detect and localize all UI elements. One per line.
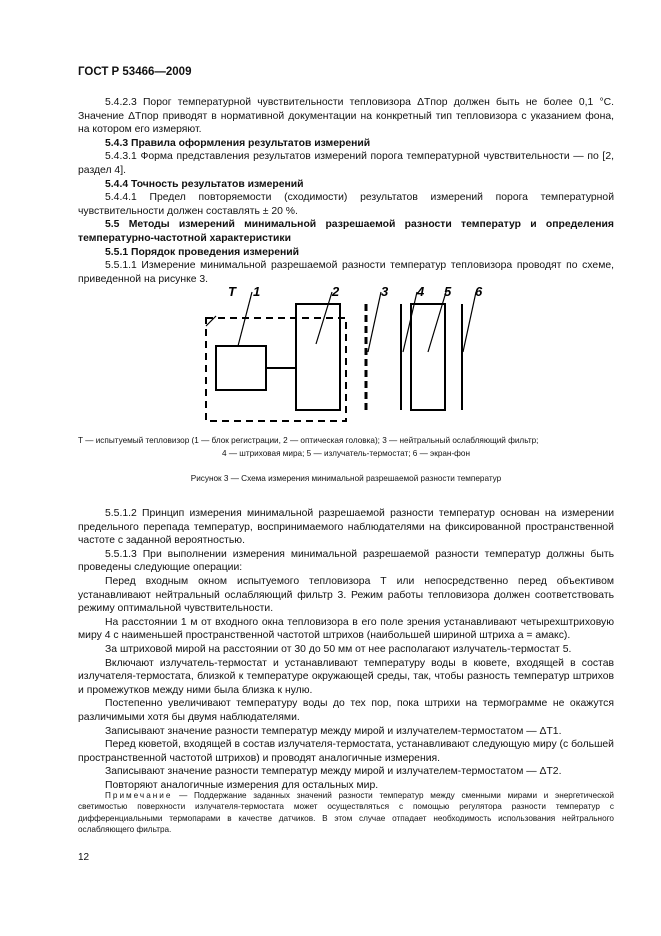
para-5-5-1-2: 5.5.1.2 Принцип измерения минимальной разрешаемой разности температур основан на измерении предельного перепада температур, воспринимаемого наблюдателями на фиксированной пространственной частоте с заданной вероятностью. (78, 508, 614, 547)
para-5-5-1-3: 5.5.1.3 При выполнении измерения минимальной разрешаемой разности температур должны быть проведены следующие операции: (78, 548, 614, 574)
page-number: 12 (78, 852, 90, 863)
note-block (78, 790, 614, 836)
label-6: 6 (475, 284, 483, 299)
para-5-4-4-1: 5.4.4.1 Предел повторяемости (сходимости) результатов измерений порога температурной чувствительности должен составлять ± 20 %. (78, 192, 614, 217)
leader-1 (238, 292, 252, 346)
label-3: 3 (381, 284, 389, 299)
para-5-4-3-1: 5.4.3.1 Форма представления результатов измерений порога температурной чувствительности — по [2, раздел 4]. (78, 151, 614, 176)
figure-caption: Рисунок 3 — Схема измерения минимальной разрешаемой разности температур (190, 474, 502, 483)
heading-5-4-4: 5.4.4 Точность результатов измерений (105, 178, 304, 190)
document-header: ГОСТ Р 53466—2009 (78, 66, 192, 78)
note-paragraph (78, 790, 614, 836)
label-2: 2 (332, 284, 340, 299)
label-1: 1 (253, 284, 261, 299)
para-op-7: Перед кюветой, входящей в состав излучателя-термостата, устанавливают следующую миру (с большей пространственной частотой штрихов) и проводят аналогичные измерения. (78, 739, 614, 764)
figure-legend (78, 434, 614, 460)
heading-5-5-1: 5.5.1 Порядок проведения измерений (105, 246, 300, 258)
para-op-3: За штриховой мирой на расстоянии от 30 до 50 мм от нее располагают излучатель-термостат 5. (105, 643, 572, 655)
para-op-1: Перед входным окном испытуемого тепловизора Т или непосредственно перед объективом устанавливают нейтральный ослабляющий фильтр 3. Режим работы тепловизора должен соответствовать режиму оптимальной чувствительности. (78, 575, 614, 615)
emitter-thermostat (411, 304, 445, 410)
text-block-top (78, 96, 614, 286)
heading-5-4-3: 5.4.3 Правила оформления результатов измерений (105, 137, 371, 149)
leader-3 (368, 292, 381, 352)
para-op-8: Записывают значение разности температур между мирой и излучателем-термостатом — ΔT2. (105, 766, 562, 778)
text-block-bottom (78, 507, 614, 792)
label-T: Т (228, 284, 236, 299)
note-text: — Поддержание заданных значений разности температур между сменными мирами и энергетической светимостью поверхности излучателя-термостата может осуществляться с помощью регулятора разности температур с дифференциальными термопарами в качестве датчиков. В этом случае отпадает необходимость использования нейтрального ослабляющего фильтра. (78, 791, 614, 835)
para-op-2: На расстоянии 1 м от входного окна тепловизора в его поле зрения устанавливают четырехштриховую миру 4 с наименьшей пространственной частотой штрихов (наибольшей шириной штриха a = aмакс). (78, 616, 614, 642)
note-label: Примечание (105, 791, 173, 800)
para-op-9: Повторяют аналогичные измерения для остальных мир. (105, 779, 379, 791)
para-op-6: Записывают значение разности температур между мирой и излучателем-термостатом — ΔT1. (105, 725, 562, 737)
thermal-imager-outline (206, 318, 346, 421)
para-op-4: Включают излучатель-термостат и устанавливают температуру воды в кювете, входящей в состав излучателя-термостата, близкой к температуре окружающей среды, так, чтобы разность температур штрихов и промежутков между ними была близка к нулю. (78, 657, 614, 696)
recording-unit-box (216, 346, 266, 390)
para-op-5: Постепенно увеличивают температуру воды до тех пор, пока штрихи на термограмме не окажутся различимыми хотя бы двумя наблюдателями. (78, 698, 614, 723)
label-4: 4 (417, 284, 425, 299)
label-5: 5 (444, 284, 452, 299)
para-5-5-1-1: 5.5.1.1 Измерение минимальной разрешаемой разности температур тепловизора проводят по схеме, приведенной на рисунке 3. (78, 260, 614, 285)
para-5-4-2-3: 5.4.2.3 Порог температурной чувствительности тепловизора ΔTпор должен быть не более 0,1 °C. Значение ΔTпор приводят в нормативной документации на конкретный тип тепловизора с указанием фона, на котором его измеряют. (78, 97, 614, 136)
leader-6 (463, 292, 476, 352)
legend-line-1: Т — испытуемый тепловизор (1 — блок регистрации, 2 — оптическая головка); 3 — нейтральный ослабляющий фильтр; (78, 436, 539, 445)
optical-head-box (296, 304, 340, 410)
leader-5 (428, 292, 446, 352)
measurement-diagram (180, 282, 483, 422)
legend-line-2: 4 — штриховая мира; 5 — излучатель-термостат; 6 — экран-фон (221, 449, 470, 458)
heading-5-5: 5.5 Методы измерений минимальной разрешаемой разности температур и определения температурно-частотной характеристики (78, 219, 614, 244)
